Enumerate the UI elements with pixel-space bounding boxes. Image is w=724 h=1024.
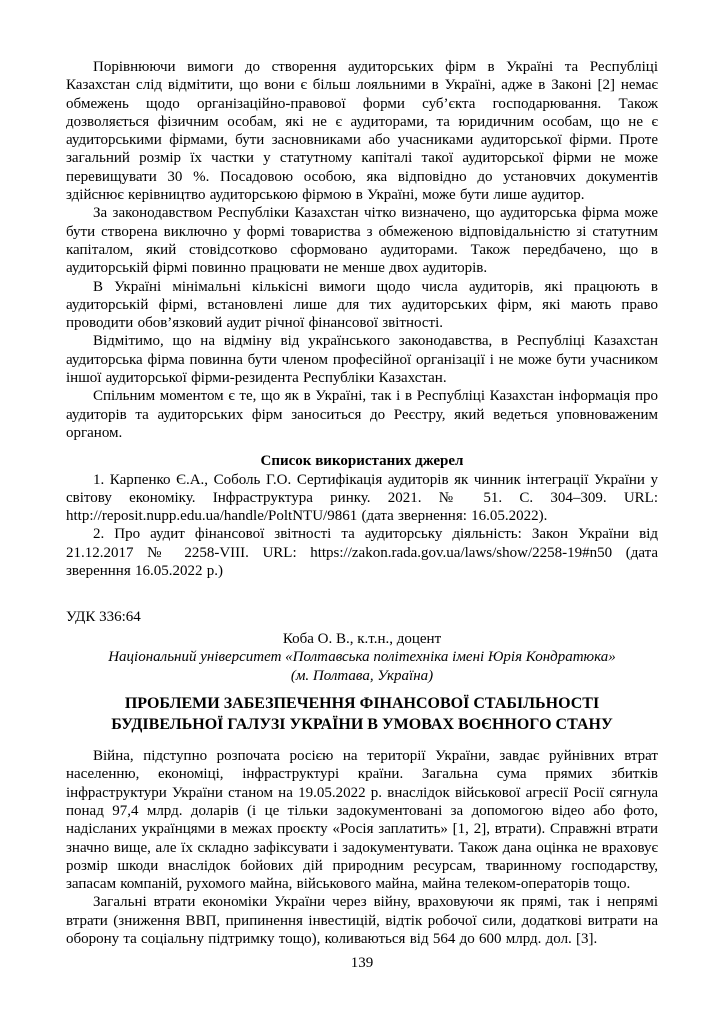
paragraph: За законодавством Республіки Казахстан чітко визначено, що аудиторська фірма може бути створена виключно у формі товариства з обмеженою відповідальністю зі статутним капіталом, який стовідсотково сформовано аудиторами. Також передбачено, що в аудиторській фірмі повинно працювати не менше двох аудиторів. xyxy=(66,205,658,277)
reference-item: 2. Про аудит фінансової звітності та аудиторську діяльність: Закон України від 21.12.2017 № 2258-VIII. URL: https://zakon.rada.gov.ua/laws/show/2258-19#n50 (дата зверенння 16.05.2022 р.) xyxy=(66,526,658,580)
paragraph: Спільним моментом є те, що як в Україні, так і в Республіці Казахстан інформація про аудиторів та аудиторських фірм заноситься до Реєстру, який ведеться уповноваженим органом. xyxy=(66,388,658,441)
author-line: Коба О. В., к.т.н., доцент xyxy=(282,630,442,647)
paragraph: Порівнюючи вимоги до створення аудиторських фірм в Україні та Республіці Казахстан слід відмітити, що вони є більш лояльними в Україні, адже в Законі [2] немає обмежень щодо організаційно-правової форми суб’єкта господарювання. Також дозволяється фізичним особам, які не є аудиторами, та юридичним особам, що не є аудиторськими фірмами, бути засновниками або учасниками аудиторської фірми. Проте загальний розмір їх частки у статутному капіталі такої аудиторської фірми не може перевищувати 30 %. Посадовою особою, яка відповідно до установчих документів здійснює керівництво аудиторською фірмою в Україні, може бути лише аудитор. xyxy=(66,59,658,204)
udc-code: УДК 336:64 xyxy=(66,609,141,626)
article-title: ПРОБЛЕМИ ЗАБЕЗПЕЧЕННЯ ФІНАНСОВОЇ СТАБІЛЬНОСТІ БУДІВЕЛЬНОЇ ГАЛУЗІ УКРАЇНИ В УМОВАХ ВОЄННОГО СТАНУ xyxy=(111,695,613,733)
paragraph: В Україні мінімальні кількісні вимоги щодо числа аудиторів, які працюють в аудиторській фірмі, встановлені лише для тих аудиторських фірм, які мають право проводити обов’язковий аудит річної фінансової звітності. xyxy=(66,278,658,332)
body-paragraph: Загальні втрати економіки України через війну, враховуючи як прямі, так і непрямі втрати (зниження ВВП, припинення інвестицій, відтік робочої сили, додаткові витрати на оборону та соціальну підтримку тощо), коливаються від 564 до 600 млрд. дол. [3]. xyxy=(66,894,658,948)
affiliation-line: Національний університет «Полтавська політехніка імені Юрія Кондратюка» xyxy=(108,649,616,666)
paragraph: Відмітимо, що на відміну від українського законодавства, в Республіці Казахстан аудиторська фірма повинна бути членом професійної організації і не може бути учасником іншої аудиторської фірми-резидента Республіки Казахстан. xyxy=(66,333,658,387)
references-heading: Список використаних джерел xyxy=(260,453,464,470)
reference-item: 1. Карпенко Є.А., Соболь Г.О. Сертифікація аудиторів як чинник інтеграції України у світову економіку. Інфраструктура ринку. 2021. № 51. С. 304–309. URL: http://reposit.nupp.edu.ua/handle/PoltNTU/9861 (дата звернення: 16.05.2022). xyxy=(66,471,658,525)
body-paragraph: Війна, підступно розпочата росією на території України, завдає руйнівних втрат населенню, економіці, інфраструктурі країни. Загальна сума прямих збитків інфраструктури України станом на 19.05.2022 р. внаслідок військової агресії Росії сягнула понад 97,4 млрд. доларів (і це тільки задокументовані за допомогою відео або фото, надісланих українцями в межах проєкту «Росія заплатить» [1, 2], втрати). Справжні втрати значно вище, але їх складно зафіксувати і задокументувати. Також дана оцінка не враховує розмір шкоди внаслідок бойових дій природним ресурсам, тваринному господарству, запасам компаній, рухомого майна, військового майна, майна телеком-операторів тощо. xyxy=(66,748,658,893)
location-line: (м. Полтава, Україна) xyxy=(290,667,434,684)
page-number: 139 xyxy=(350,955,374,971)
